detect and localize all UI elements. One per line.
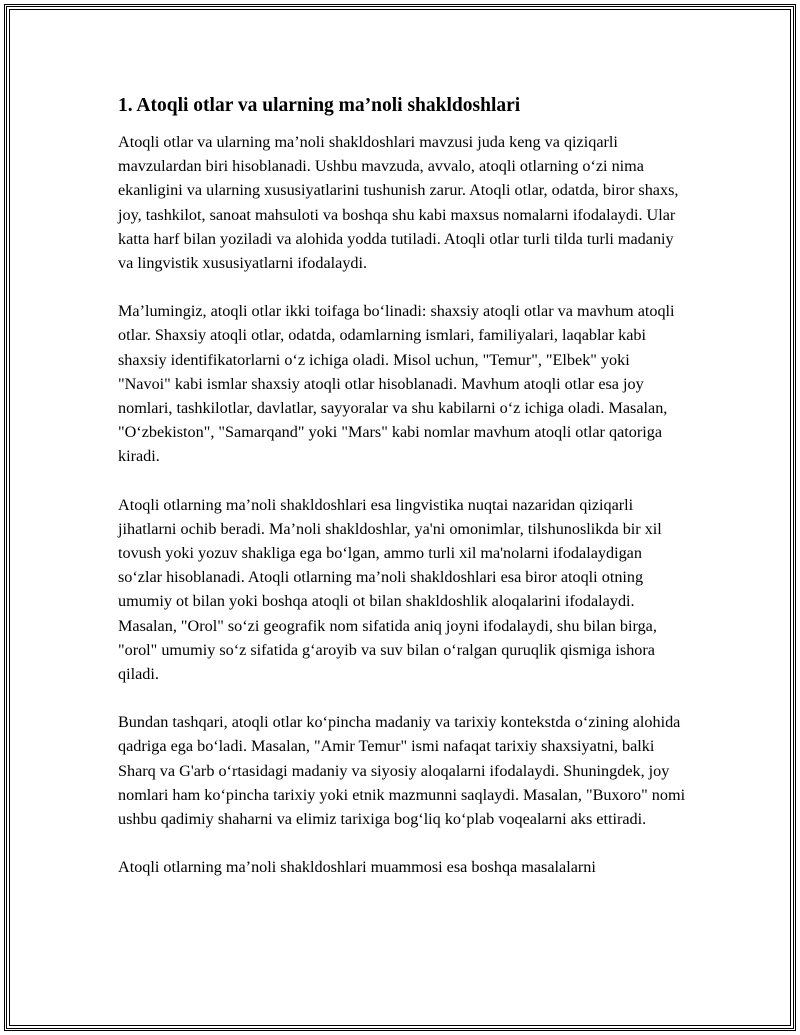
document-body <box>118 92 686 903</box>
paragraph-3: Atoqli otlarning ma’noli shakldoshlari esa lingvistika nuqtai nazaridan qiziqarli jihatlarni ochib beradi. Ma’noli shakldoshlar, ya'ni omonimlar, tilshunoslikda bir xil tovush yoki yozuv shakliga ega bo‘lgan, ammo turli xil ma'nolarni ifodalaydigan so‘zlar hisoblanadi. Atoqli otlarning ma’noli shakldoshlari esa biror atoqli otning umumiy ot bilan yoki boshqa atoqli ot bilan shakldoshlik aloqalarini ifodalaydi. Masalan, "Orol" so‘zi geografik nom sifatida aniq joyni ifodalaydi, shu bilan birga, "orol" umumiy so‘z sifatida g‘aroyib va suv bilan o‘ralgan quruqlik qismiga ishora qiladi. <box>118 495 662 684</box>
section-heading: 1. Atoqli otlar va ularning ma’noli shakldoshlari <box>118 95 521 116</box>
paragraph-4: Bundan tashqari, atoqli otlar ko‘pincha madaniy va tarixiy kontekstda o‘zining alohida qadriga ega bo‘ladi. Masalan, "Amir Temur" ismi nafaqat tarixiy shaxsiyatni, balki Sharq va G'arb o‘rtasidagi madaniy va siyosiy aloqalarni ifodalaydi. Shuningdek, joy nomlari ham ko‘pincha tarixiy yoki etnik mazmunni saqlaydi. Masalan, "Buxoro" nomi ushbu qadimiy shaharni va elimiz tarixiga bog‘liq ko‘plab voqealarni aks ettiradi. <box>118 713 686 829</box>
paragraph-1: Atoqli otlar va ularning ma’noli shakldoshlari mavzusi juda keng va qiziqarli mavzulardan biri hisoblanadi. Ushbu mavzuda, avvalo, atoqli otlarning o‘zi nima ekanligini va ularning xususiyatlarini tushunish zarur. Atoqli otlar, odatda, biror shaxs, joy, tashkilot, sanoat mahsuloti va boshqa shu kabi maxsus nomalarni ifodalaydi. Ular katta harf bilan yoziladi va alohida yodda tutiladi. Atoqli otlar turli tilda turli madaniy va lingvistik xususiyatlarni ifodalaydi. <box>118 133 679 273</box>
paragraph-2: Ma’lumingiz, atoqli otlar ikki toifaga bo‘linadi: shaxsiy atoqli otlar va mavhum atoqli otlar. Shaxsiy atoqli otlar, odatda, odamlarning ismlari, familiyalari, laqablar kabi shaxsiy identifikatorlarni o‘z ichiga oladi. Misol uchun, "Temur", "Elbek" yoki "Navoi" kabi ismlar shaxsiy atoqli otlar hisoblanadi. Mavhum atoqli otlar esa joy nomlari, tashkilotlar, davlatlar, sayyoralar va shu kabilarni o‘z ichiga oladi. Masalan, "O‘zbekiston", "Samarqand" yoki "Mars" kabi nomlar mavhum atoqli otlar qatoriga kiradi. <box>118 302 675 466</box>
paragraph-5: Atoqli otlarning ma’noli shakldoshlari muammosi esa boshqa masalalarni <box>118 858 596 877</box>
